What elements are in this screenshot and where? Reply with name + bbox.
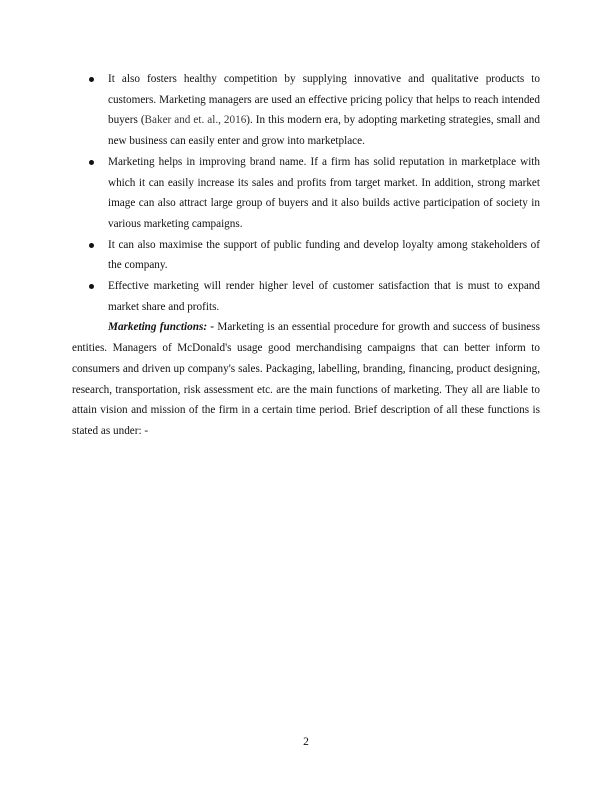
bullet-item bbox=[72, 152, 540, 235]
bullet-text-start: It also fosters healthy competition by supplying innovative and qualitative products to customers. Marketing managers are used an effective pricing policy that helps to reach intended buyers ( bbox=[108, 73, 540, 127]
bullet-icon bbox=[89, 284, 94, 289]
bullet-item bbox=[72, 69, 540, 152]
bullet-icon bbox=[89, 77, 94, 82]
bullet-item bbox=[72, 276, 540, 317]
bullet-list bbox=[72, 69, 540, 317]
bullet-text: Effective marketing will render higher level of customer satisfaction that is must to expand market share and profits. bbox=[108, 280, 540, 313]
bullet-text: It can also maximise the support of public funding and develop loyalty among stakeholders of the company. bbox=[108, 238, 540, 272]
page-content bbox=[72, 69, 540, 442]
bullet-text: Marketing helps in improving brand name. If a firm has solid reputation in marketplace with which it can easily increase its sales and profits from target market. In addition, strong market image can also attract large group of buyers and it also builds active participation of society in various marketing campaigns. bbox=[108, 155, 540, 230]
paragraph-lead-heading: Marketing functions: - bbox=[108, 321, 215, 334]
bullet-text-end: ). In this modern era, by adopting marketing strategies, small and new business can easily enter and grow into marketplace. bbox=[108, 114, 540, 148]
citation: Baker and et. al., 2016 bbox=[144, 114, 247, 127]
bullet-icon bbox=[89, 160, 94, 165]
bullet-icon bbox=[89, 243, 94, 248]
marketing-functions-paragraph bbox=[72, 317, 540, 441]
bullet-item bbox=[72, 235, 540, 276]
page-number: 2 bbox=[303, 736, 309, 748]
paragraph-body: Marketing is an essential procedure for growth and success of business entities. Managers of McDonald's usage good merchandising campaigns that can better inform to consumers and driven up company's sales. Packaging, labelling, branding, financing, product designing, research, transportation, risk assessment etc. are the main functions of marketing. They all are liable to attain vision and mission of the firm in a certain time period. Brief description of all these functions is stated as under: - bbox=[72, 321, 540, 437]
